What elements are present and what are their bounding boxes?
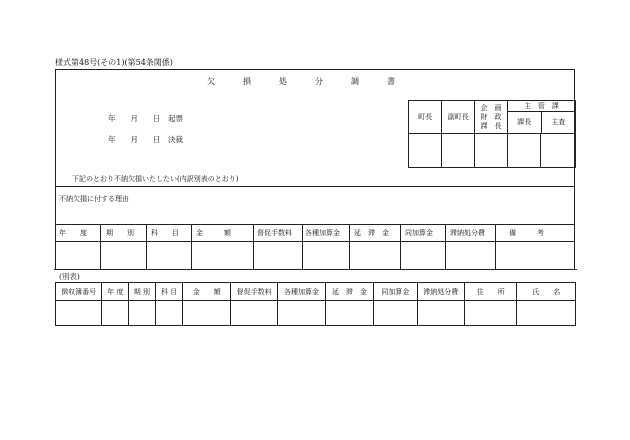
drafted-date: 年 月 日 起票 bbox=[108, 114, 183, 123]
appx-cell[interactable] bbox=[102, 301, 129, 326]
appx-cell[interactable] bbox=[517, 301, 576, 326]
mayor-label: 町長 bbox=[409, 101, 442, 134]
mayor-stamp[interactable] bbox=[409, 134, 442, 168]
appx-header-surcharges: 各種加算金 bbox=[278, 283, 325, 301]
appx-header-period: 期 別 bbox=[129, 283, 156, 301]
responsible-dept-cell bbox=[507, 101, 575, 134]
reason-field[interactable] bbox=[56, 205, 574, 224]
divider bbox=[55, 224, 575, 225]
appx-cell[interactable] bbox=[155, 301, 183, 326]
divider bbox=[55, 241, 575, 242]
staff-stamp[interactable] bbox=[540, 134, 575, 168]
header-disposition-cost: 滞納処分費 bbox=[450, 229, 485, 237]
header-dunning-fee: 督促手数料 bbox=[257, 229, 292, 237]
appendix-row bbox=[56, 301, 576, 326]
header-period: 期 別 bbox=[106, 229, 134, 237]
staff-label: 主査 bbox=[551, 118, 566, 126]
divider bbox=[55, 186, 575, 187]
statement-text: 下記のとおり不納欠損いたしたい(内訳別表のとおり) bbox=[72, 175, 239, 183]
planning-finance-label: 企 画 財 政 課 長 bbox=[475, 101, 507, 134]
header-fiscal-year: 年 度 bbox=[59, 229, 87, 237]
responsible-dept-label: 主 管 課 bbox=[508, 101, 575, 112]
column-separator bbox=[495, 224, 496, 269]
column-separator bbox=[146, 224, 147, 269]
decided-date: 年 月 日 決裁 bbox=[108, 135, 183, 144]
column-separator bbox=[100, 224, 101, 269]
appx-cell[interactable] bbox=[278, 301, 325, 326]
appx-header-account: 科 目 bbox=[155, 283, 183, 301]
appx-cell[interactable] bbox=[374, 301, 417, 326]
appx-header-ledger-no: 徴収簿番号 bbox=[56, 283, 102, 301]
appx-cell[interactable] bbox=[325, 301, 373, 326]
appx-header-dunning-fee: 督促手数料 bbox=[231, 283, 278, 301]
appx-header-additional: 同加算金 bbox=[374, 283, 417, 301]
section-chief-stamp[interactable] bbox=[507, 134, 540, 168]
appx-cell[interactable] bbox=[183, 301, 231, 326]
approval-stamp-table bbox=[408, 100, 576, 168]
appx-cell[interactable] bbox=[464, 301, 517, 326]
appx-header-disposition-cost: 滞納処分費 bbox=[417, 283, 464, 301]
deputy-mayor-stamp[interactable] bbox=[442, 134, 475, 168]
header-amount: 金 額 bbox=[196, 229, 231, 237]
appx-cell[interactable] bbox=[231, 301, 278, 326]
appx-header-address: 住 所 bbox=[464, 283, 517, 301]
column-separator bbox=[302, 224, 303, 269]
document-title: 欠損処分調書 bbox=[207, 77, 423, 86]
reason-label: 不納欠損に付する理由 bbox=[59, 195, 129, 203]
appx-cell[interactable] bbox=[56, 301, 102, 326]
section-chief-label: 課長 bbox=[508, 112, 542, 133]
appx-header-name: 氏 名 bbox=[517, 283, 576, 301]
planning-finance-stamp[interactable] bbox=[475, 134, 507, 168]
header-remarks: 備 考 bbox=[509, 229, 544, 237]
header-surcharges: 各種加算金 bbox=[305, 229, 340, 237]
appendix-table bbox=[55, 282, 576, 326]
appx-cell[interactable] bbox=[129, 301, 156, 326]
appx-cell[interactable] bbox=[417, 301, 464, 326]
deputy-mayor-label: 副町長 bbox=[442, 101, 475, 134]
header-additional: 同加算金 bbox=[405, 229, 433, 237]
column-separator bbox=[349, 224, 350, 269]
header-late-fee: 延 滞 金 bbox=[354, 229, 389, 237]
appx-header-fiscal-year: 年 度 bbox=[102, 283, 129, 301]
column-separator bbox=[445, 224, 446, 269]
appx-header-amount: 金 額 bbox=[183, 283, 231, 301]
appendix-label: (別表) bbox=[59, 272, 80, 281]
column-separator bbox=[191, 224, 192, 269]
column-separator bbox=[400, 224, 401, 269]
column-separator bbox=[253, 224, 254, 269]
form-number: 様式第48号(その1)(第54条関係) bbox=[55, 58, 173, 67]
header-account: 科 目 bbox=[151, 229, 179, 237]
appx-header-late-fee: 延 滞 金 bbox=[325, 283, 373, 301]
